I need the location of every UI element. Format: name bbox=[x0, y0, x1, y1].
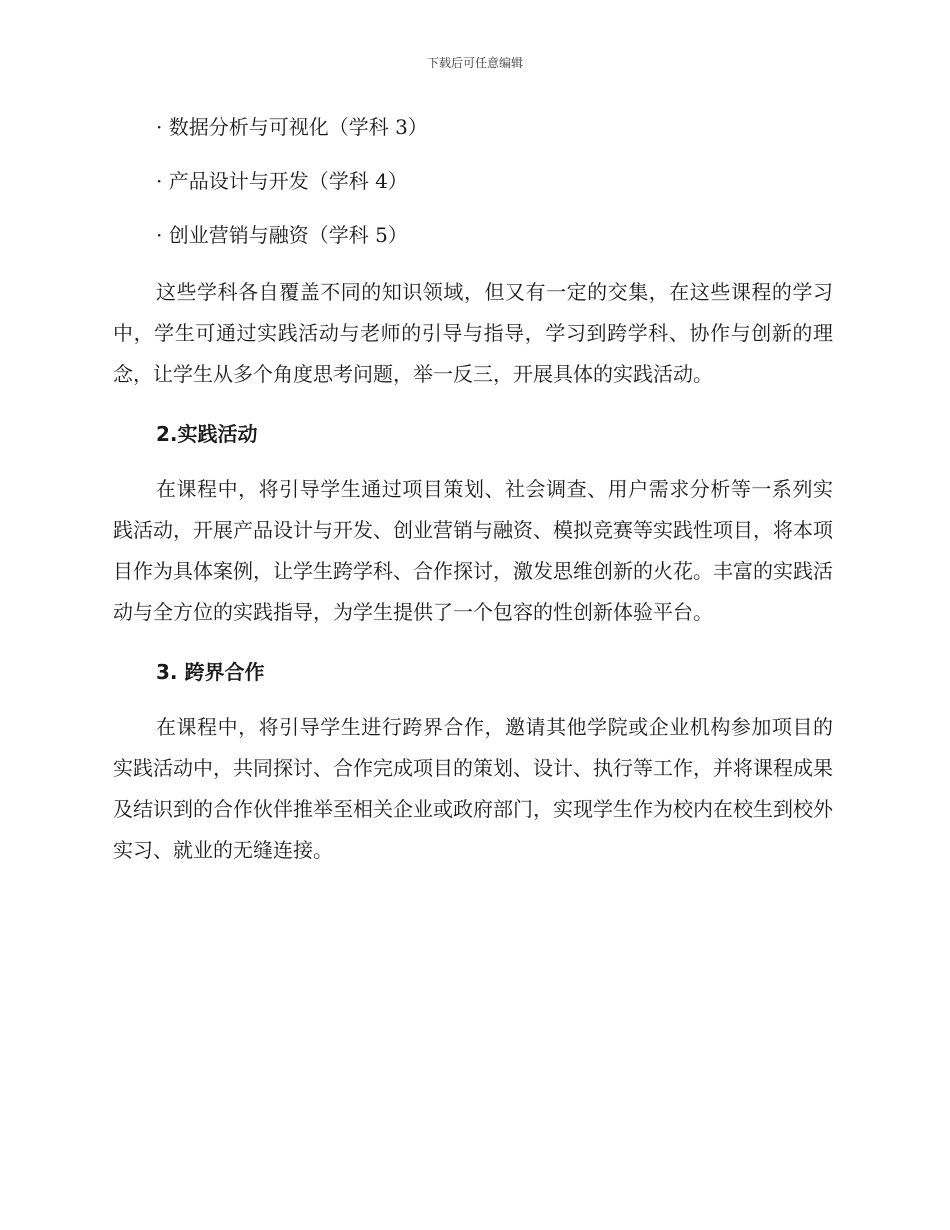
section-paragraph-practice: 在课程中，将引导学生通过项目策划、社会调查、用户需求分析等一系列实践活动，开展产品设计与开发、创业营销与融资、模拟竞赛等实践性项目，将本项目作为具体案例，让学生跨学科、合作探讨，激发思维创新的火花。丰富的实践活动与全方位的实践指导，为学生提供了一个包容的性创新体验平台。 bbox=[113, 477, 833, 624]
section-heading-practice: 2.实践活动 bbox=[156, 422, 258, 446]
list-item-subject-3: · 数据分析与可视化（学科 3） bbox=[156, 115, 428, 139]
list-item-subject-5: · 创业营销与融资（学科 5） bbox=[156, 223, 408, 247]
section-paragraph-collaboration: 在课程中，将引导学生进行跨界合作，邀请其他学院或企业机构参加项目的实践活动中，共同探讨、合作完成项目的策划、设计、执行等工作，并将课程成果及结识到的合作伙伴推举至相关企业或政府部门，实现学生作为校内在校生到校外实习、就业的无缝连接。 bbox=[113, 715, 833, 862]
intro-paragraph: 这些学科各自覆盖不同的知识领域，但又有一定的交集，在这些课程的学习中，学生可通过实践活动与老师的引导与指导，学习到跨学科、协作与创新的理念，让学生从多个角度思考问题，举一反三，开展具体的实践活动。 bbox=[113, 280, 833, 386]
page-header-note: 下载后可任意编辑 bbox=[426, 56, 523, 70]
list-item-subject-4: · 产品设计与开发（学科 4） bbox=[156, 169, 408, 193]
section-heading-collaboration: 3. 跨界合作 bbox=[156, 660, 265, 684]
document-body bbox=[113, 110, 833, 893]
